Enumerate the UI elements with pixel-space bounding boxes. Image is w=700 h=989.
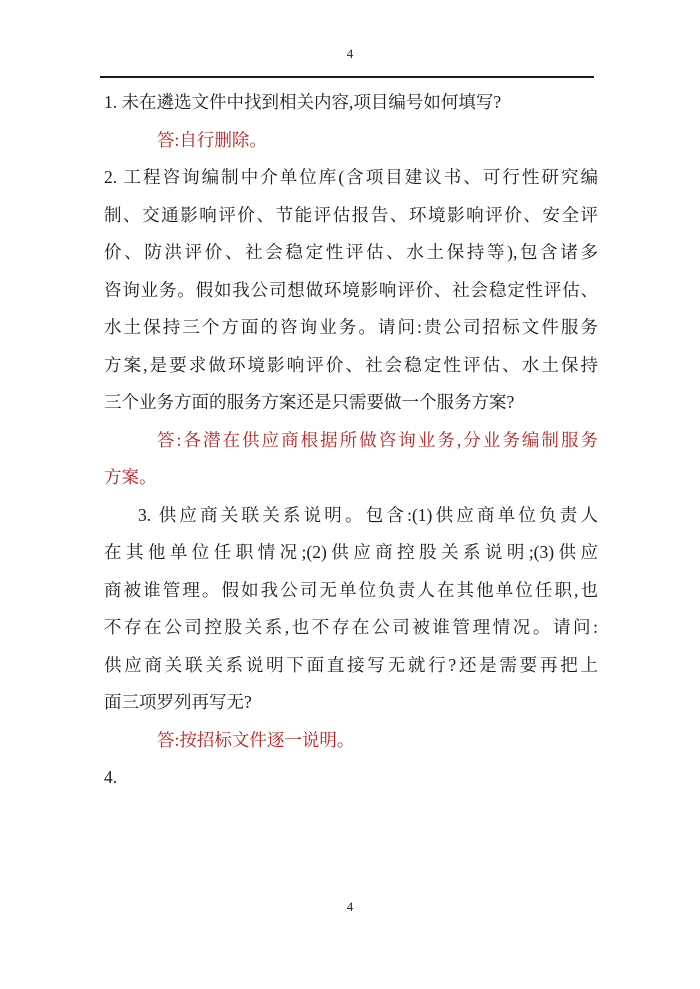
question-2-line: 三个业务方面的服务方案还是只需要做一个服务方案? [104,392,515,412]
document-body [104,84,598,797]
answer-1-line: 答:自行删除。 [157,129,267,150]
answer-2-line: 方案。 [104,467,157,487]
header-rule [100,76,594,78]
question-3-line: 商被谁管理。假如我公司无单位负责人在其他单位任职,也 [104,579,598,600]
question-3-line: 供应商关联关系说明下面直接写无就行?还是需要再把上 [104,654,598,675]
page-number-bottom: 4 [346,899,354,914]
question-2-line: 制、交通影响评价、节能评估报告、环境影响评价、安全评 [104,204,598,225]
page-number-top: 4 [346,46,354,61]
question-2-line: 方案,是要求做环境影响评价、社会稳定性评估、水土保持 [104,354,598,375]
answer-2-line: 答:各潜在供应商根据所做咨询业务,分业务编制服务 [157,429,598,450]
question-1-line: 1. 未在遴选文件中找到相关内容,项目编号如何填写? [104,92,502,112]
item-4-line: 4. [104,767,118,787]
question-3-line: 不存在公司控股关系,也不存在公司被谁管理情况。请问: [104,617,598,637]
question-3-line: 3. 供应商关联关系说明。包含:(1)供应商单位负责人 [138,504,598,525]
question-2-line: 价、防洪评价、社会稳定性评估、水土保持等),包含诸多 [104,242,598,262]
question-3-line: 面三项罗列再写无? [104,692,252,712]
question-2-line: 水土保持三个方面的咨询业务。请问:贵公司招标文件服务 [104,317,598,337]
answer-3-line: 答:按招标文件逐一说明。 [157,729,355,750]
question-2-line: 2. 工程咨询编制中介单位库(含项目建议书、可行性研究编 [104,167,598,187]
question-3-line: 在其他单位任职情况;(2)供应商控股关系说明;(3)供应 [104,542,598,562]
question-2-line: 咨询业务。假如我公司想做环境影响评价、社会稳定性评估、 [104,279,598,300]
